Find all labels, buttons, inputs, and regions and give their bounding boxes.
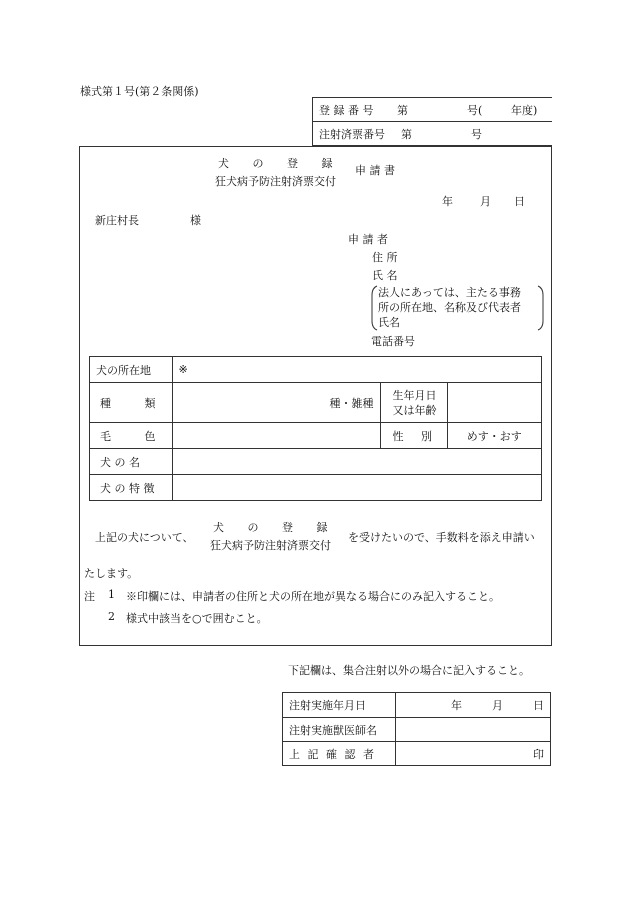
dog-info-table bbox=[89, 356, 542, 501]
corp-note-line3: 氏名 bbox=[378, 316, 400, 329]
injection-date-row bbox=[283, 693, 551, 718]
applicant-phone-label[interactable]: 電話番号 bbox=[371, 335, 415, 348]
injection-date-label: 注射実施年月日 bbox=[283, 693, 396, 718]
note2-number: 2 bbox=[108, 610, 115, 623]
dog-birth-value[interactable] bbox=[447, 383, 542, 423]
applicant-name-label[interactable]: 氏 名 bbox=[372, 269, 398, 282]
notes-label: 注 bbox=[84, 590, 95, 603]
form-label: 様式第１号(第２条関係) bbox=[80, 85, 199, 98]
dog-kind-label: 種 類 bbox=[90, 383, 173, 423]
vet-label: 注射実施獣医師名 bbox=[283, 718, 396, 742]
dog-features-row bbox=[90, 475, 542, 501]
dog-sex-value[interactable]: めす・おす bbox=[447, 423, 542, 449]
tag-number-label: 注射済票番号 bbox=[319, 127, 385, 141]
dog-features-label: 犬 の 特 徴 bbox=[90, 475, 173, 501]
dog-color-row bbox=[90, 423, 542, 449]
injection-year: 年 bbox=[451, 699, 462, 712]
statement-options bbox=[210, 519, 340, 553]
statement-suffix: を受けたいので、手数料を添え申請い bbox=[348, 531, 535, 544]
corp-note-line2: 所の所在地、名称及び代表者 bbox=[378, 301, 521, 314]
vet-row bbox=[283, 718, 551, 742]
injection-day: 日 bbox=[533, 699, 544, 712]
note1-text: ※印欄には、申請者の住所と犬の所在地が異なる場合にのみ記入すること。 bbox=[126, 590, 500, 603]
dog-name-value[interactable] bbox=[172, 449, 542, 475]
tag-go: 号 bbox=[471, 127, 482, 141]
dog-sex-label: 性 別 bbox=[380, 423, 447, 449]
injection-month: 月 bbox=[492, 699, 503, 712]
injection-table bbox=[282, 692, 551, 766]
dog-location-label: 犬の所在地 bbox=[90, 357, 173, 383]
note2-text: 様式中該当を○で囲むこと。 bbox=[126, 612, 268, 625]
dog-color-label: 毛 色 bbox=[90, 423, 173, 449]
statement-opt2: 狂犬病予防注射済票交付 bbox=[210, 539, 331, 552]
registration-number-label: 登 録 番 号 bbox=[319, 103, 374, 117]
date-day: 日 bbox=[514, 195, 525, 208]
injection-date-value[interactable] bbox=[396, 693, 551, 718]
title-line1: 犬 の 登 録 bbox=[218, 157, 333, 170]
dog-kind-value[interactable] bbox=[172, 383, 380, 423]
seal-mark: 印 bbox=[533, 747, 544, 761]
corporate-note bbox=[370, 285, 550, 331]
bottom-note: 下記欄は、集合注射以外の場合に記入すること。 bbox=[288, 664, 530, 677]
dog-birth-label bbox=[380, 383, 447, 423]
dog-location-mark: ※ bbox=[178, 363, 188, 376]
dog-birth-label-line1: 生年月日 bbox=[392, 388, 437, 402]
dog-features-value[interactable] bbox=[172, 475, 542, 501]
corp-note-line1: 法人にあっては、主たる事務 bbox=[378, 286, 521, 299]
title-line2: 狂犬病予防注射済票交付 bbox=[215, 175, 336, 188]
dog-location-value[interactable] bbox=[172, 357, 542, 383]
title-options bbox=[215, 155, 345, 189]
addressee-name: 新庄村長 bbox=[95, 214, 139, 227]
statement-continuation: たします。 bbox=[84, 567, 139, 580]
confirm-row bbox=[283, 742, 551, 766]
dog-kind-row bbox=[90, 383, 542, 423]
note1-number: 1 bbox=[108, 588, 115, 601]
date-month: 月 bbox=[480, 195, 491, 208]
confirm-value[interactable] bbox=[396, 742, 551, 766]
dog-name-label: 犬 の 名 bbox=[90, 449, 173, 475]
dog-birth-label-line2: 又は年齢 bbox=[392, 403, 437, 417]
registration-number-table bbox=[312, 97, 552, 146]
title-option-registration bbox=[215, 155, 345, 171]
applicant-heading: 申 請 者 bbox=[348, 233, 388, 246]
right-bracket-icon bbox=[537, 285, 545, 331]
application-form-box bbox=[79, 146, 552, 646]
statement-prefix: 上記の犬について、 bbox=[95, 531, 194, 544]
vet-value[interactable] bbox=[396, 718, 551, 742]
addressee-honorific: 様 bbox=[190, 214, 201, 227]
date-year: 年 bbox=[442, 195, 453, 208]
confirm-label: 上 記 確 認 者 bbox=[283, 742, 396, 766]
dog-name-row bbox=[90, 449, 542, 475]
registration-go: 号( bbox=[467, 103, 483, 117]
dog-location-row bbox=[90, 357, 542, 383]
tag-dai: 第 bbox=[401, 127, 412, 141]
title-suffix: 申 請 書 bbox=[355, 164, 395, 177]
left-bracket-icon bbox=[370, 285, 378, 331]
dog-mix-label: 種・雑種 bbox=[329, 396, 374, 410]
statement-opt1: 犬 の 登 録 bbox=[213, 521, 328, 534]
applicant-address-label[interactable]: 住 所 bbox=[372, 251, 398, 264]
dog-color-value[interactable] bbox=[172, 423, 380, 449]
registration-nendo: 年度) bbox=[511, 103, 538, 117]
registration-number-row[interactable] bbox=[313, 98, 553, 122]
registration-dai: 第 bbox=[397, 103, 408, 117]
tag-number-row[interactable] bbox=[313, 122, 553, 146]
